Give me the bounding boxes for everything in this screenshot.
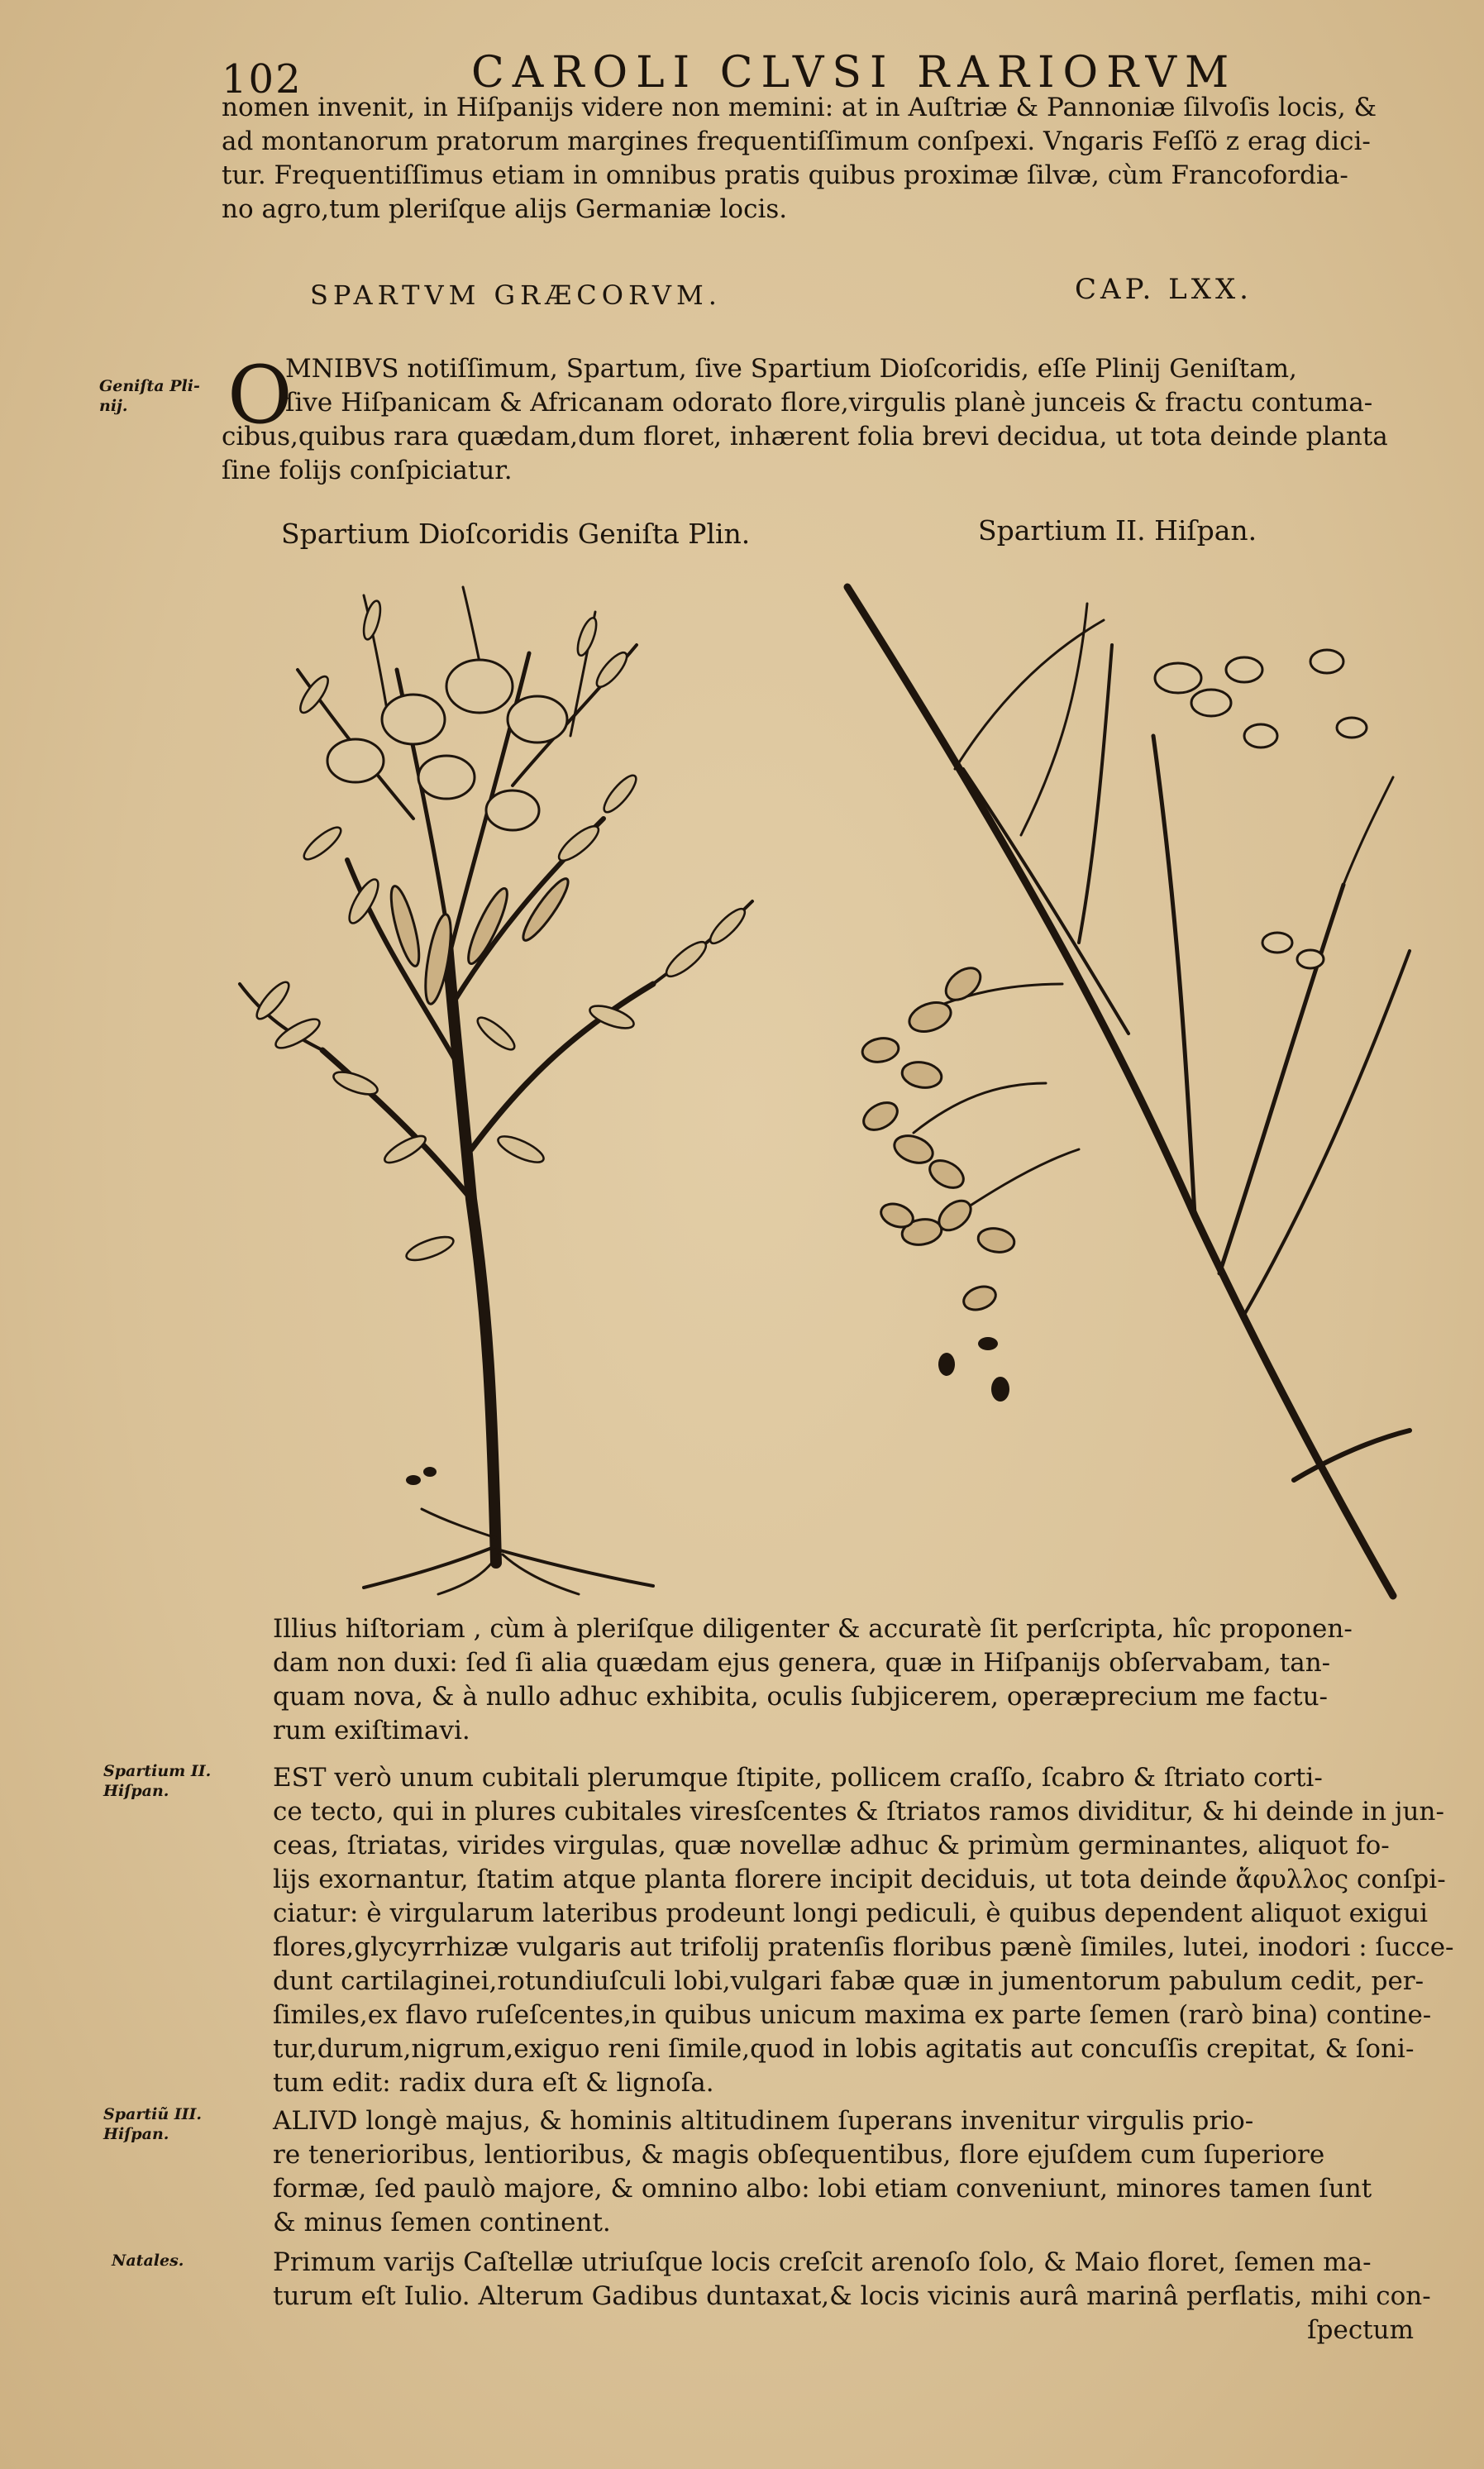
margin-note-spartium-ii: Spartium II. Hiſpan.	[103, 1762, 212, 1800]
opening-paragraph-a	[285, 352, 1418, 420]
body-line: flores,glycyrrhizæ vulgaris aut trifolij pratenſis floribus pænè ſimiles, lutei, inodori : ſucce-	[273, 1932, 1454, 1962]
spartium-dioscoridis-illustration	[223, 571, 802, 1596]
intro-line: nomen invenit, in Hiſpanijs videre non memini: at in Auſtriæ & Pannoniæ ſilvoſis locis, &	[222, 93, 1377, 122]
body-line: turum eſt Iulio. Alterum Gadibus duntaxat,& locis vicinis aurâ marinâ perflatis, mihi con-	[273, 2281, 1431, 2311]
body-line: ſimiles,ex flavo ruſeſcentes,in quibus unicum maxima ex parte ſemen (rarò bina) contine-	[273, 2000, 1432, 2030]
intro-line: tur. Frequentiſſimus etiam in omnibus pratis quibus proximæ ſilvæ, cùm Francofordia-	[222, 160, 1348, 190]
body-paragraph-3	[273, 2104, 1418, 2240]
running-title: CAROLI CLVSI RARIORVM	[471, 48, 1238, 98]
body-line: Primum varijs Caſtellæ utriuſque locis creſcit arenoſo ſolo, & Maio floret, ſemen ma-	[273, 2247, 1372, 2277]
margin-note-natales: Natales.	[112, 2252, 184, 2270]
section-title: SPARTVM GRÆCORVM.	[310, 279, 722, 311]
body-line: re tenerioribus, lentioribus, & magis obſequentibus, flore ejuſdem cum ſuperiore	[273, 2140, 1325, 2170]
body-line: EST verò unum cubitali plerumque ſtipite, pollicem craſſo, ſcabro & ſtriato corti-	[273, 1763, 1323, 1793]
body-line: rum exiſtimavi.	[273, 1716, 470, 1745]
body-line: tur,durum,nigrum,exiguo reni ſimile,quod in lobis agitatis aut concuſſis crepitat, & ſoni-	[273, 2034, 1415, 2064]
catchword: ſpectum	[1307, 2315, 1414, 2345]
drop-cap: O	[227, 349, 293, 442]
left-figure-caption: Spartium Dioſcoridis Geniſta Plin.	[281, 518, 751, 550]
opening-line: MNIBVS notiſſimum, Spartum, ſive Spartium Dioſcoridis, eſſe Plinij Geniſtam,	[285, 354, 1297, 384]
intro-line: ad montanorum pratorum margines frequentiſſimum conſpexi. Vngaris Feſſö z erag dici-	[222, 127, 1371, 156]
body-line: Illius hiſtoriam , cùm à pleriſque diligenter & accuratè ſit perſcripta, hîc proponen-	[273, 1614, 1353, 1644]
body-line: formæ, ſed paulò majore, & omnino albo: lobi etiam conveniunt, minores tamen ſunt	[273, 2174, 1372, 2204]
body-line: ceas, ſtriatas, virides virgulas, quæ novellæ adhuc & primùm germinantes, aliquot fo-	[273, 1831, 1390, 1860]
body-line: ce tecto, qui in plures cubitales viresſcentes & ſtriatos ramos dividitur, & hi deinde in jun-	[273, 1797, 1444, 1827]
body-paragraph-1	[273, 1612, 1418, 1748]
body-line: ALIVD longè majus, & hominis altitudinem ſuperans invenitur virgulis prio-	[273, 2106, 1254, 2136]
opening-line: cibus,quibus rara quædam,dum floret, inhærent folia brevi decidua, ut tota deinde planta	[222, 422, 1388, 451]
body-paragraph-2	[273, 1761, 1454, 2100]
body-line: dam non duxi: ſed ſi alia quædam ejus genera, quæ in Hiſpanijs obſervabam, tan-	[273, 1648, 1331, 1678]
body-paragraph-4	[273, 2246, 1431, 2314]
body-line: dunt cartilaginei,rotundiuſculi lobi,vulgari fabæ quæ in jumentorum pabulum cedit, per-	[273, 1966, 1424, 1996]
page-number: 102	[222, 56, 303, 103]
margin-note-spartium-iii: Spartiũ III. Hiſpan.	[103, 2105, 203, 2143]
chapter-label: CAP. LXX.	[1075, 273, 1253, 306]
spartium-ii-hispan-illustration	[831, 571, 1443, 1612]
opening-paragraph-b	[222, 420, 1420, 488]
body-line: tum edit: radix dura eſt & lignoſa.	[273, 2068, 714, 2098]
body-line: & minus ſemen continent.	[273, 2208, 611, 2237]
opening-line: ſine folijs conſpiciatur.	[222, 456, 513, 485]
right-figure-caption: Spartium II. Hiſpan.	[978, 514, 1257, 547]
body-line: lijs exornantur, ſtatim atque planta florere incipit deciduis, ut tota deinde ἄφυλλος conſpi-	[273, 1865, 1446, 1894]
opening-line: ſive Hiſpanicam & Africanam odorato flore,virgulis planè junceis & fractu contuma-	[285, 388, 1373, 418]
margin-note-genista: Geniſta Pli-nij.	[99, 377, 200, 415]
body-line: ciatur: è virgularum lateribus prodeunt longi pediculi, è quibus dependent aliquot exigui	[273, 1898, 1429, 1928]
intro-line: no agro,tum pleriſque alijs Germaniæ locis.	[222, 194, 788, 224]
intro-paragraph	[222, 91, 1420, 227]
body-line: quam nova, & à nullo adhuc exhibita, oculis ſubjicerem, operæprecium me factu-	[273, 1682, 1329, 1712]
